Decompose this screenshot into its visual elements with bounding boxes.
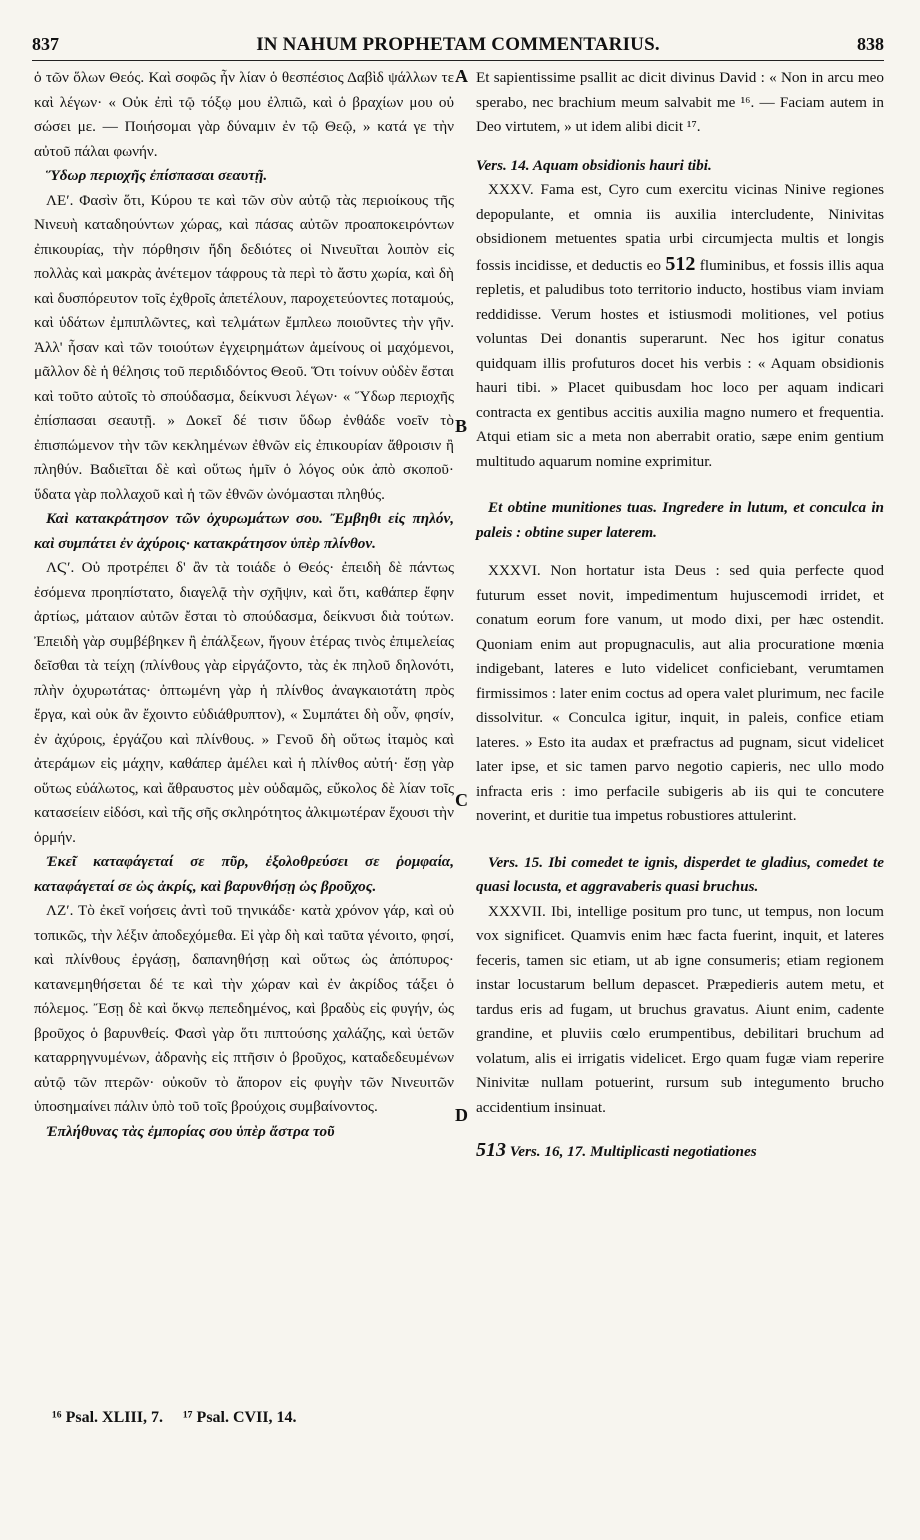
- latin-paragraph: [476, 178, 884, 474]
- footnotes: [52, 1409, 313, 1427]
- latin-lemma: Vers. 14. Aquam obsidionis hauri tibi.: [476, 156, 712, 174]
- greek-lemma: Ἐπλήθυνας τὰς ἐμπορίας σου ὑπὲρ ἄστρα τοῦ: [46, 1122, 335, 1140]
- column-marker: 512: [665, 252, 696, 275]
- margin-letter-a: A: [455, 66, 468, 86]
- latin-text: Vers. 16, 17. Multiplicasti negotiationes: [509, 1143, 757, 1160]
- page-number-right: 838: [857, 34, 884, 54]
- greek-paragraph: ΛΕʹ. Φασὶν ὅτι, Κύρου τε καὶ τῶν σὺν αὐτῷ τὰς περιοίκους τῆς Νινευὴ καταδηούντων χώρας, καὶ πάσας αὐτῶν προαποκειρόντων ἐπικουρίας, τὴν πόρθησιν ἤδη δεδιότες οἱ Νινευῖται λοιπὸν εἰς πολλὰς καὶ μακρὰς ἀνέτεμον τάφρους τὰ περὶ τὸ ἄστυ χωρία, καὶ δὴ καὶ δυσπόρευτον τοῖς ἐχθροῖς ἀπετέλουν, παροχετεύοντες ποταμούς, καὶ ὑδάτων ἐμπιπλῶντες, καὶ τελμάτων ἔμπλεω ποιοῦντες τὴν γῆν. Ἀλλ' ἦσαν καὶ τῶν τοιούτων ἐγχειρημάτων ἀμείνους οἱ μαχόμενοι, μᾶλλον δὲ ἡ θέλησις τοῦ περιδιδόντος Θεοῦ. Ὅτι τοίνυν οὐδὲν ἔσται καὶ τοῦτο αὐτοῖς τὸ σπούδασμα, δείκνυσι λέγων· « Ὕδωρ περιοχῆς ἐπίσπασαι σεαυτῇ. » Δοκεῖ δέ τισιν ὕδωρ ἐνθάδε νοεῖν τὸ ἐπισπώμενον τὴν τῶν κεκλημένων ἐθνῶν εἰς ἐπικουρίαν ἄθροισιν ἢ πληθύν. Βαδιεῖται δὲ καὶ οὕτως ἡμῖν ὁ λόγος οὐκ ἀπὸ σκοποῦ· ὕδατα γὰρ πολλαχοῦ καὶ ἡ τῶν ἐθνῶν ὠνόμασται πληθύς.: [34, 191, 454, 503]
- greek-lemma: Ὕδωρ περιοχῆς ἐπίσπασαι σεαυτῇ.: [46, 167, 268, 184]
- page-number-left: 837: [32, 34, 59, 54]
- latin-lemma: Vers. 15. Ibi comedet te ignis, disperdet te gladius, comedet te quasi locusta, et aggravaberis quasi bruchus.: [476, 853, 884, 895]
- greek-lemma: Καὶ κατακράτησον τῶν ὀχυρωμάτων σου. Ἔμβηθι εἰς πηλόν, καὶ συμπάτει ἐν ἀχύροις· κατακράτησον ὑπὲρ πλίνθον.: [34, 510, 454, 552]
- greek-lemma: Ἐκεῖ καταφάγεταί σε πῦρ, ἐξολοθρεύσει σε ῥομφαία, καταφάγεταί σε ὡς ἀκρίς, καὶ βαρυνθήσῃ ὡς βροῦχος.: [34, 853, 454, 895]
- footnote: ¹⁶ Psal. XLIII, 7.: [52, 1409, 163, 1426]
- latin-paragraph: Et sapientissime psallit ac dicit divinus David : « Non in arcu meo sperabo, nec brachium meum salvabit me ¹⁶. — Faciam autem in Deo virtutem, » ut idem alibi dicit ¹⁷.: [476, 69, 884, 135]
- margin-letter-b: B: [455, 416, 468, 436]
- latin-lemma: [476, 1138, 884, 1165]
- greek-paragraph: ΛΖʹ. Τὸ ἐκεῖ νοήσεις ἀντὶ τοῦ τηνικάδε· κατὰ χρόνον γάρ, καὶ οὐ τοπικῶς, τὴν λέξιν ἀποδεχόμεθα. Εἰ γὰρ δὴ καὶ ταῦτα γένοιτο, φησί, καὶ πλίνθους ἐργάσῃ, δαπανηθήσῃ καὶ οὕτως ὡς ἀπόπυρος· κατανεμηθήσεται δέ τε καὶ τὴν χώραν καὶ ἐν ἀκρίδος τάξει ὁ πόλεμος. Ἔσῃ δὲ καὶ ὄκνῳ πεπεδημένος, καὶ βραδὺς εἰς φυγήν, ὡς βροῦχος ὁ βαρυνθείς. Φασὶ γὰρ ὅτι πιπτούσης χαλάζης, καὶ ὑετῶν καταρρηγνυμένων, ἀδρανὴς εἰς πτῆσιν ὁ βροῦχος, καταδεδευμένων αὐτῷ τῶν πτερῶν· οὐκοῦν τὸ ἄπορον εἰς φυγὴν τῶν Νινευιτῶν ὑποσημαίνει πάλιν ὑπὸ τοῦ τοῖς βρούχοις συμβαίνοντος.: [34, 902, 454, 1115]
- column-marker: 513: [476, 1139, 506, 1161]
- greek-paragraph: ΛϚʹ. Οὐ προτρέπει δ' ἂν τὰ τοιάδε ὁ Θεός· ἐπειδὴ δὲ πάντως ἐσόμενα προηπίστατο, διαγελᾷ τὴν σχῆψιν, καὶ ὅτι, καθάπερ ἔφην ἀρτίως, μάταιον αὐτῶν ἔσται τὸ σπούδασμα, δείκνυσι διὰ τούτων. Ἐπειδὴ γὰρ συμβέβηκεν ἢ ἐπάλξεων, ἤγουν ἑτέρας τινὸς ἐπιμελείας δεῖσθαι τὰ τείχη (πλίνθους γὰρ εἰργάζοντο, τὰς ἐκ πηλοῦ δηλονότι, πλὴν ὀχυρωτάτας· ὀπτωμένη γὰρ ἡ πλίνθος ἀναγκαιοτάτη πρὸς ἔργα, καὶ οὐκ ἂν ἔχοιντο εὐδιάθρυπτον), « Συμπάτει δὴ οὖν, φησίν, ἐν ἀχύροις, ἐργάζου καὶ πλίνθους. » Γενοῦ δὴ οὕτως ἰταμὸς καὶ ἀτεράμων εἰς μάχην, καθάπερ ἀμέλει καὶ ἡ πλίνθος αὐτή· ἔσῃ γὰρ οὕτως εὐάλωτος, καὶ ἄθραυστος μὲν οὐδαμῶς, εὔκολος δὲ λίαν τοῖς κατασείειν εἰδόσι, καὶ τῆς σῆς σκληρότητος ἀλκιμωτέραν ἔχουσι τὴν ὁρμήν.: [34, 559, 454, 846]
- greek-paragraph: ὁ τῶν ὅλων Θεός. Καὶ σοφῶς ἦν λίαν ὁ θεσπέσιος Δαβὶδ ψάλλων τε καὶ λέγων· « Οὐκ ἐπὶ τῷ τόξῳ μου ἐλπιῶ, καὶ ὁ βραχίων μου οὐ σώσει με. — Ποιήσομαι γὰρ δύναμιν ἐν τῷ Θεῷ, » κατά γε τὴν αὐτοῦ πάλαι φωνήν.: [34, 69, 454, 160]
- margin-letter-c: C: [455, 790, 468, 810]
- latin-paragraph: XXXVII. Ibi, intellige positum pro tunc, ut tempus, non locum vox significet. Quamvis enim hæc facta fuerint, inquit, et lateres feceris, tamen sic etiam, ut ab igne consumeris; etiam regionem instar locustarum bellum depascet. Præpedieris autem metu, et tardus eris ad fugam, ut bruchus gravatus. Aiunt enim, cadente grandine, et pluviis cœlo erumpentibus, debilitari bruchum ad volatum, alis ei irrigatis videlicet. Ergo quam fugæ viam reperire Ninivitæ nullam potuerint, rursum sub integumento brucho accidentium insinuat.: [476, 902, 884, 1116]
- margin-letter-d: D: [455, 1105, 468, 1125]
- latin-text: fluminibus, et fossis illis aqua repletis, et paludibus toto territorio inducto, hostibus viam inviam reddidisse. Verum hostes et istiusmodi molitiones, vel potius voluntas Dei donantis superarunt. Nec hos igitur conatus quidquam illis profuturos docet his verbis : « Aquam obsidionis hauri tibi. » Placet quibusdam hoc loco per aquam indicari contracta ex gentibus accitis auxilia magno numero et frequentia. Atqui etiam sic a meta non aberrabit oratio, sæpe enim gentium multitudo aquarum nomine exprimitur.: [476, 256, 884, 470]
- footnote: ¹⁷ Psal. CVII, 14.: [182, 1409, 297, 1426]
- latin-column: [476, 66, 884, 1165]
- greek-column: [34, 66, 454, 1144]
- running-title: IN NAHUM PROPHETAM COMMENTARIUS.: [256, 34, 660, 55]
- page-header: [32, 34, 884, 61]
- latin-paragraph: XXXVI. Non hortatur ista Deus : sed quia perfecte quod futurum esset novit, impedimentum hujuscemodi irridet, et conatum eorum fore vanum, ut modo dixi, per hæc ostendit. Quoniam enim aut propugnaculis, aut alia procuratione mœnia indigebant, lateres e luto videlicet conficiebant, verumtamen firmissimos : later enim coctus ad opera valet plurimum, nec facile dissolvitur. « Conculca igitur, inquit, in paleis, confice etiam lateres. » Esto ita audax et præfractus ad pugnam, sicut videlicet later ipse, et sic tamen parvo negotio capieris, nec ullo modo infracta eris : imo perfacile subigeris ab iis qui te concutere noverint, et duritie tua impetus robustiores attulerint.: [476, 562, 884, 824]
- latin-text: XXXV. Fama est, Cyro cum exercitu vicinas Ninive regiones depopulante, et omnia iis auxilia intercludente, Ninivitas obsidionem metuentes spatia urbi circumjecta multis et longis fossis incidisse, et deductis eo: [476, 181, 884, 274]
- latin-lemma: Et obtine munitiones tuas. Ingredere in lutum, et conculca in paleis : obtine super laterem.: [476, 499, 884, 541]
